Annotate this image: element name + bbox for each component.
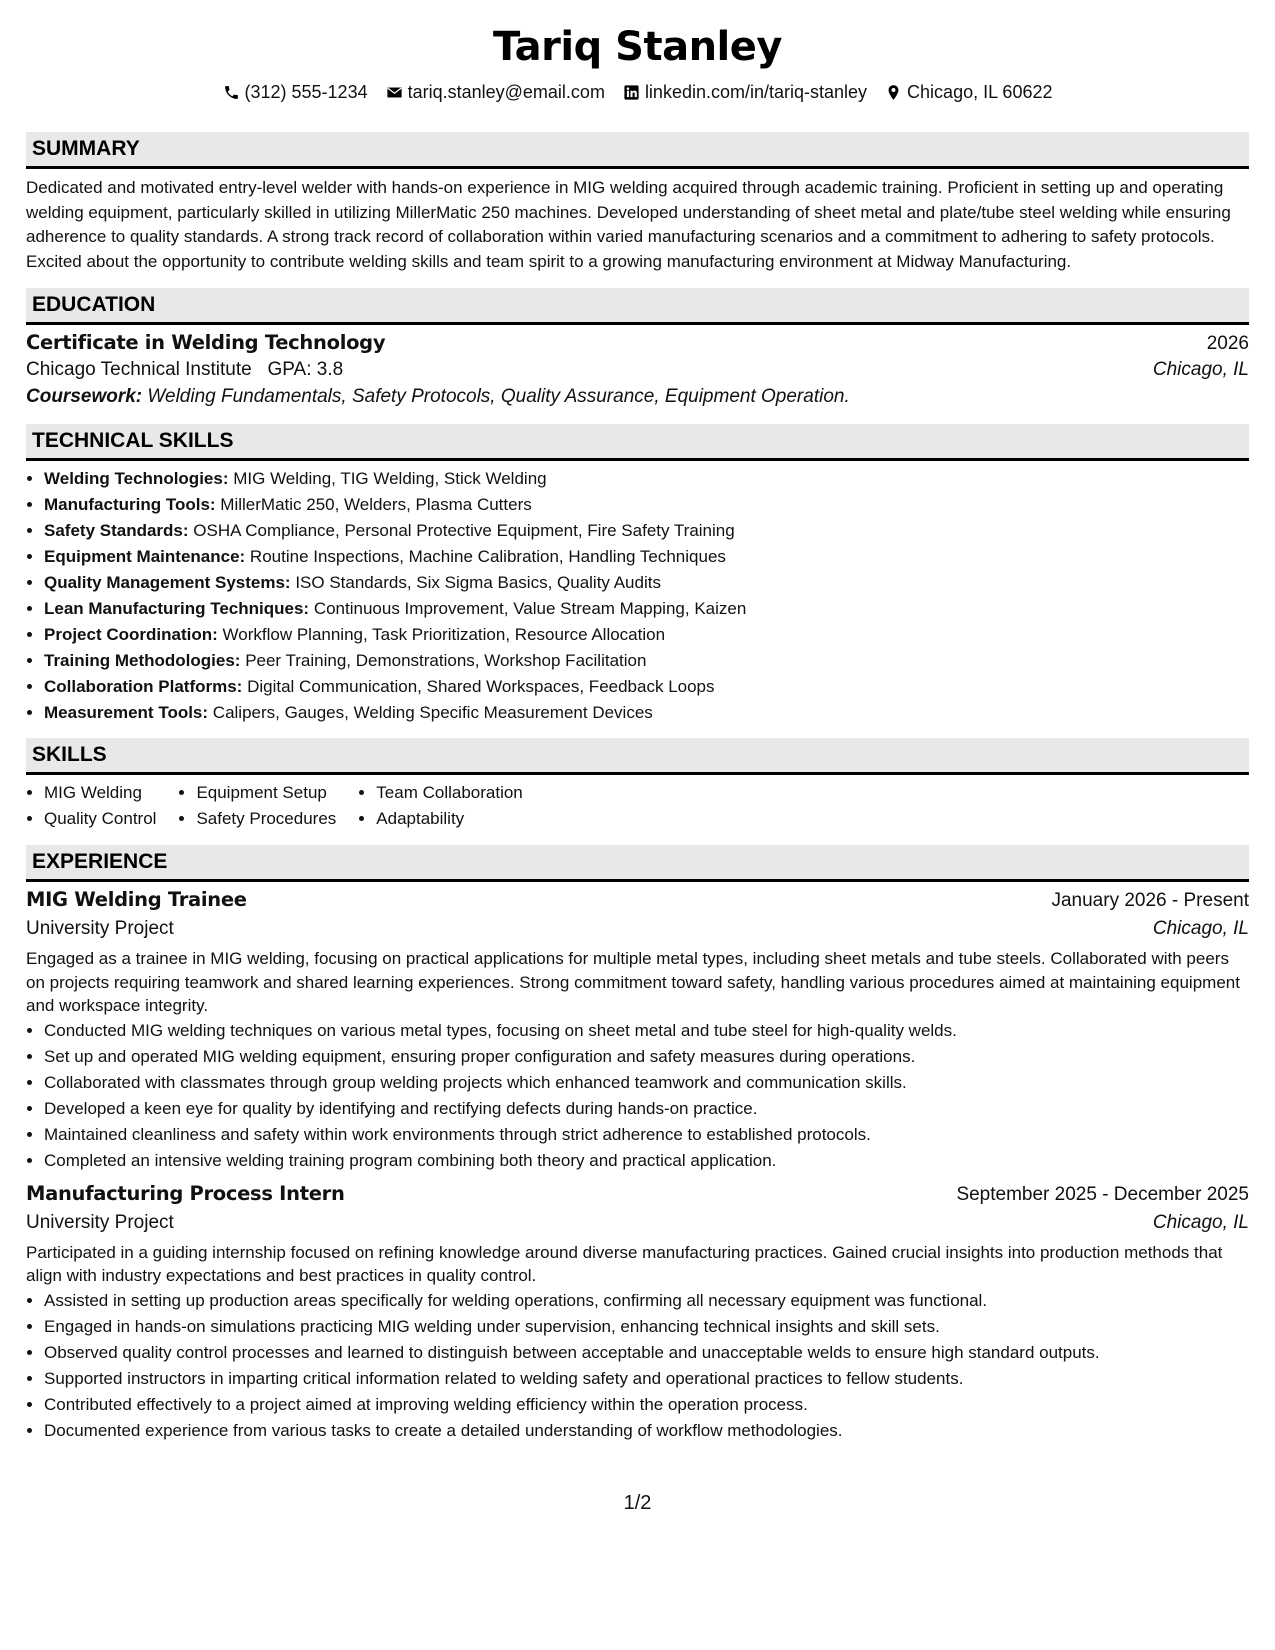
location-text: Chicago, IL 60622 bbox=[907, 82, 1053, 102]
experience-section bbox=[26, 845, 1249, 1444]
contact-linkedin[interactable] bbox=[623, 80, 867, 104]
email-text: tariq.stanley@email.com bbox=[407, 82, 605, 102]
job-subheader bbox=[26, 1212, 1249, 1234]
job-org: University Project bbox=[26, 918, 174, 939]
experience-heading: EXPERIENCE bbox=[26, 845, 1249, 882]
job-summary: Engaged as a trainee in MIG welding, focusing on practical applications for multiple metal types, including sheet metals and tube steels. Collaborated with peers on projects requiring teamwork and shared learning experiences. Strong commitment toward safety, handling various procedures aimed at maintaining equipment and workspace integrity. bbox=[26, 949, 1240, 1015]
phone-icon bbox=[223, 84, 240, 101]
skill-category: Safety Standards: bbox=[44, 521, 189, 540]
skill-values: MIG Welding, TIG Welding, Stick Welding bbox=[233, 469, 547, 488]
skill-category: Measurement Tools: bbox=[44, 703, 209, 722]
summary-heading: SUMMARY bbox=[26, 132, 1249, 169]
job-title: MIG Welding Trainee bbox=[26, 888, 247, 911]
page-number: 1/2 bbox=[623, 1492, 652, 1514]
job-header bbox=[26, 1182, 1249, 1206]
phone-text: (312) 555-1234 bbox=[244, 82, 368, 102]
list-item: • Team Collaboration bbox=[376, 780, 522, 806]
skill-category: Manufacturing Tools: bbox=[44, 495, 216, 514]
list-item: • Observed quality control processes and learned to distinguish between acceptable and unacceptable welds to ensure high standard outputs. bbox=[44, 1340, 1249, 1366]
job-bullets bbox=[26, 1018, 1249, 1174]
list-item: • Developed a keen eye for quality by identifying and rectifying defects during hands-on practice. bbox=[44, 1096, 1249, 1122]
job-entry bbox=[26, 1182, 1249, 1444]
skill-values: OSHA Compliance, Personal Protective Equipment, Fire Safety Training bbox=[193, 521, 735, 540]
job-summary: Participated in a guiding internship focused on refining knowledge around diverse manufacturing practices. Gained crucial insights into production methods that align with industry expectations and best practices in quality control. bbox=[26, 1242, 1223, 1285]
coursework-label: Coursework: bbox=[26, 386, 143, 407]
skill-values: ISO Standards, Six Sigma Basics, Quality Audits bbox=[295, 573, 661, 592]
skill-values: Digital Communication, Shared Workspaces, Feedback Loops bbox=[247, 677, 715, 696]
list-item bbox=[44, 648, 1249, 674]
gpa: GPA: 3.8 bbox=[267, 359, 344, 380]
list-item: • Equipment Setup bbox=[196, 780, 336, 806]
email-icon bbox=[386, 84, 403, 101]
list-item: • MIG Welding bbox=[44, 780, 156, 806]
job-header bbox=[26, 888, 1249, 912]
skills-column bbox=[26, 780, 156, 832]
education-section bbox=[26, 288, 1249, 408]
list-item bbox=[44, 518, 1249, 544]
list-item: • Contributed effectively to a project aimed at improving welding efficiency within the operation process. bbox=[44, 1392, 1249, 1418]
skill-category: Training Methodologies: bbox=[44, 651, 241, 670]
contact-bar bbox=[26, 80, 1249, 104]
skills-section bbox=[26, 738, 1249, 832]
technical-skills-heading: TECHNICAL SKILLS bbox=[26, 424, 1249, 461]
skill-category: Project Coordination: bbox=[44, 625, 218, 644]
summary-text: Dedicated and motivated entry-level welder with hands-on experience in MIG welding acquired through academic training. Proficient in setting up and operating welding equipment, particularly skilled in utilizing MillerMatic 250 machines. Developed understanding of sheet metal and plate/tube steel welding while ensuring adherence to quality standards. A strong track record of collaboration within varied manufacturing scenarios and a commitment to adhering to safety protocols. Excited about the opportunity to contribute welding skills and team spirit to a growing manufacturing environment at Midway Manufacturing. bbox=[26, 178, 1231, 271]
skill-values: Routine Inspections, Machine Calibration, Handling Techniques bbox=[249, 547, 726, 566]
candidate-name: Tariq Stanley bbox=[493, 24, 782, 70]
skill-values: Workflow Planning, Task Prioritization, Resource Allocation bbox=[222, 625, 666, 644]
education-year: 2026 bbox=[1206, 333, 1249, 354]
list-item bbox=[44, 622, 1249, 648]
technical-skills-list bbox=[26, 466, 1249, 726]
job-bullets bbox=[26, 1288, 1249, 1444]
education-row-2 bbox=[26, 359, 1249, 381]
list-item bbox=[44, 570, 1249, 596]
linkedin-text: linkedin.com/in/tariq-stanley bbox=[644, 82, 868, 102]
skill-values: MillerMatic 250, Welders, Plasma Cutters bbox=[220, 495, 532, 514]
school-line bbox=[26, 359, 343, 381]
skill-category: Welding Technologies: bbox=[44, 469, 229, 488]
education-row-1 bbox=[26, 331, 1249, 355]
skills-columns bbox=[26, 780, 1249, 832]
skills-column bbox=[358, 780, 522, 832]
linkedin-icon bbox=[623, 84, 640, 101]
list-item: • Engaged in hands-on simulations practicing MIG welding under supervision, enhancing technical insights and skill sets. bbox=[44, 1314, 1249, 1340]
job-org: University Project bbox=[26, 1211, 174, 1233]
school-name: Chicago Technical Institute bbox=[26, 359, 252, 380]
skill-values: Peer Training, Demonstrations, Workshop Facilitation bbox=[245, 651, 647, 670]
list-item bbox=[44, 596, 1249, 622]
contact-email[interactable] bbox=[386, 80, 605, 104]
job-entry bbox=[26, 888, 1249, 1174]
job-location: Chicago, IL bbox=[1152, 1211, 1249, 1233]
list-item bbox=[44, 466, 1249, 492]
list-item: • Safety Procedures bbox=[196, 806, 336, 832]
list-item: • Completed an intensive welding training program combining both theory and practical application. bbox=[44, 1148, 1249, 1174]
job-dates: January 2026 - Present bbox=[1051, 890, 1249, 911]
job-dates: September 2025 - December 2025 bbox=[956, 1183, 1249, 1205]
list-item: • Collaborated with classmates through group welding projects which enhanced teamwork and communication skills. bbox=[44, 1070, 1249, 1096]
list-item: • Maintained cleanliness and safety within work environments through strict adherence to established protocols. bbox=[44, 1122, 1249, 1148]
coursework-line bbox=[26, 386, 1249, 408]
skill-category: Lean Manufacturing Techniques: bbox=[44, 599, 310, 618]
contact-location bbox=[885, 80, 1052, 104]
skill-category: Collaboration Platforms: bbox=[44, 677, 243, 696]
list-item: • Quality Control bbox=[44, 806, 156, 832]
list-item: • Documented experience from various tasks to create a detailed understanding of workflow methodologies. bbox=[44, 1418, 1249, 1444]
technical-skills-section bbox=[26, 424, 1249, 726]
list-item bbox=[44, 544, 1249, 570]
skill-category: Quality Management Systems: bbox=[44, 573, 291, 592]
list-item: • Adaptability bbox=[376, 806, 522, 832]
skill-category: Equipment Maintenance: bbox=[44, 547, 246, 566]
job-subheader bbox=[26, 918, 1249, 940]
list-item bbox=[44, 674, 1249, 700]
job-location: Chicago, IL bbox=[1152, 918, 1249, 939]
list-item: • Set up and operated MIG welding equipment, ensuring proper configuration and safety measures during operations. bbox=[44, 1044, 1249, 1070]
list-item: • Supported instructors in imparting critical information related to welding safety and operational practices to fellow students. bbox=[44, 1366, 1249, 1392]
coursework-list: Welding Fundamentals, Safety Protocols, Quality Assurance, Equipment Operation. bbox=[147, 386, 850, 407]
skill-values: Calipers, Gauges, Welding Specific Measurement Devices bbox=[212, 703, 653, 722]
map-pin-icon bbox=[885, 84, 902, 101]
job-title: Manufacturing Process Intern bbox=[26, 1181, 345, 1205]
contact-phone bbox=[223, 80, 368, 104]
skills-heading: SKILLS bbox=[26, 738, 1249, 775]
skills-column bbox=[178, 780, 336, 832]
skill-values: Continuous Improvement, Value Stream Mapping, Kaizen bbox=[313, 599, 747, 618]
list-item bbox=[44, 492, 1249, 518]
degree-title: Certificate in Welding Technology bbox=[26, 331, 386, 354]
education-location: Chicago, IL bbox=[1152, 359, 1249, 380]
summary-section bbox=[26, 132, 1249, 274]
list-item bbox=[44, 700, 1249, 726]
list-item: • Assisted in setting up production areas specifically for welding operations, confirming all necessary equipment was functional. bbox=[44, 1288, 1249, 1314]
education-heading: EDUCATION bbox=[26, 288, 1249, 325]
list-item: • Conducted MIG welding techniques on various metal types, focusing on sheet metal and tube steel for high-quality welds. bbox=[44, 1018, 1249, 1044]
